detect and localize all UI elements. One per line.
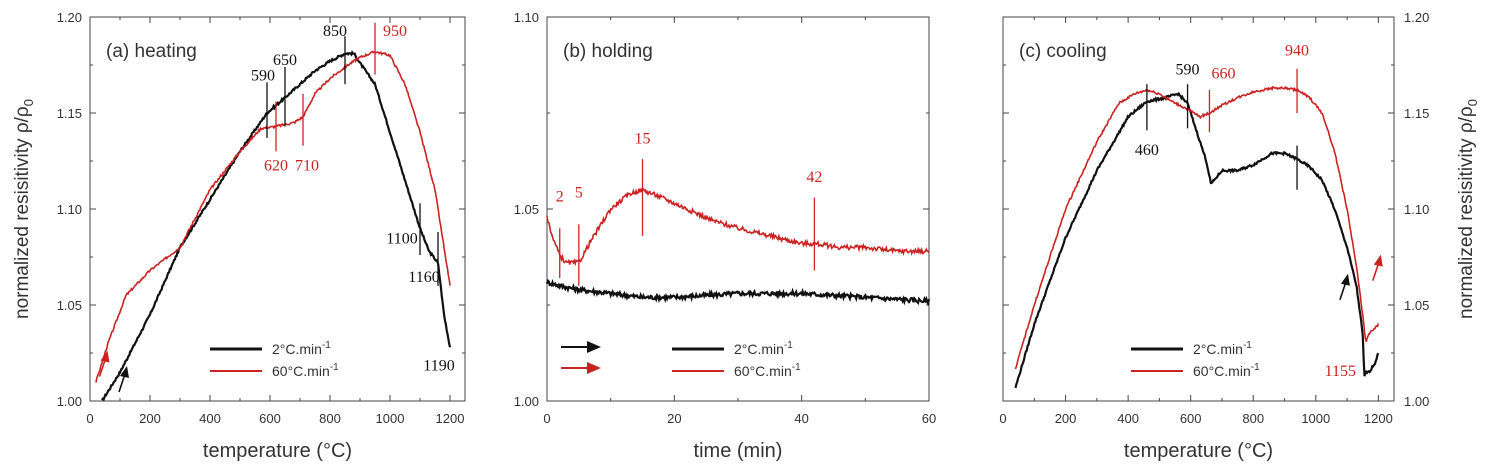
annotation-label: 5 (574, 184, 583, 202)
annotation-label: 660 (1211, 65, 1236, 83)
x-tick-label: 40 (794, 411, 809, 426)
legend-label-superscript: -1 (329, 362, 339, 373)
y-tick-label: 1.00 (1404, 394, 1430, 409)
y-tick-label: 1.10 (56, 202, 82, 217)
y-tick-label: 1.00 (513, 394, 539, 409)
x-tick-label: 0 (543, 411, 551, 426)
legend-label: $60^\circ C.\min^{-1}$ (1193, 362, 1260, 379)
x-tick-label: 0 (86, 411, 94, 426)
arrow-head (1374, 255, 1383, 267)
y-axis-label: normalized resisitivity $\rho/\rho_0$ (12, 99, 36, 319)
arrow-head (587, 341, 601, 353)
annotation-label: 620 (264, 157, 288, 175)
series-line-red (96, 52, 450, 383)
legend-label: $2^\circ C.\min^{-1}$ (1193, 340, 1252, 357)
x-tick-label: 1200 (1363, 411, 1393, 426)
x-tick-label: 600 (259, 411, 281, 426)
y-tick-label: 1.20 (56, 10, 82, 25)
annotation-label: 950 (383, 23, 407, 41)
x-tick-label: 1000 (1301, 411, 1331, 426)
panel-label: (c) cooling (1019, 41, 1107, 62)
legend-label: $2^\circ C.\min^{-1}$ (272, 340, 331, 357)
annotation-label: 850 (323, 23, 347, 41)
panel-label: (b) holding (563, 41, 653, 62)
annotation-label: 460 (1134, 142, 1159, 160)
panel-label: (a) heating (106, 41, 197, 62)
arrow-head (587, 362, 601, 374)
annotation-label: 590 (1175, 61, 1200, 79)
x-tick-label: 200 (1054, 411, 1077, 426)
x-tick-label: 20 (667, 411, 682, 426)
legend-label: $2^\circ C.\min^{-1}$ (734, 340, 793, 357)
y-tick-label: 1.05 (1404, 298, 1430, 313)
legend-label-superscript: -1 (1250, 362, 1260, 373)
annotation-label: 940 (1285, 42, 1310, 60)
y-tick-label: 1.15 (56, 106, 82, 121)
y-tick-label: 1.00 (56, 394, 82, 409)
panel-b-holding (514, 10, 937, 462)
legend-label: $60^\circ C.\min^{-1}$ (272, 362, 339, 379)
legend-label-superscript: -1 (783, 340, 793, 351)
x-axis-label: temperature (°C) (1123, 440, 1274, 462)
y-tick-label: 1.10 (513, 10, 539, 25)
annotation-label: 590 (251, 67, 275, 85)
annotation-label: 710 (295, 157, 319, 175)
y-tick-label: 1.20 (1404, 10, 1430, 25)
x-tick-label: 1000 (375, 411, 405, 426)
x-axis-label: temperature (°C) (202, 440, 353, 462)
y-axis-label-subscript: 0 (1465, 99, 1480, 107)
y-tick-label: 1.10 (1404, 202, 1430, 217)
arrow-head (1341, 274, 1350, 286)
x-tick-label: 400 (199, 411, 221, 426)
x-axis-label: time (min) (693, 440, 783, 462)
x-tick-label: 1200 (435, 411, 465, 426)
x-tick-label: 400 (1117, 411, 1139, 426)
legend-label-superscript: -1 (1242, 340, 1252, 351)
y-tick-label: 1.05 (56, 298, 82, 313)
annotation-label: 1100 (386, 230, 418, 248)
y-tick-label: 1.15 (1404, 106, 1430, 121)
x-tick-label: 600 (1179, 411, 1202, 426)
y-axis-label: normalized resisitivity $\rho/\rho_0$ (1456, 99, 1480, 319)
legend-label-superscript: -1 (791, 362, 801, 373)
series-line-black (547, 281, 929, 304)
x-tick-label: 800 (1242, 411, 1265, 426)
annotation-label: 15 (634, 130, 651, 148)
series-line-red (547, 188, 929, 265)
x-tick-label: 0 (999, 411, 1007, 426)
annotation-label: 650 (273, 52, 297, 69)
annotation-label: 1155 (1324, 363, 1356, 381)
x-tick-label: 60 (921, 411, 937, 426)
annotation-label: 42 (806, 169, 823, 187)
annotation-label: 1160 (408, 268, 440, 286)
panel-c-cooling (999, 10, 1480, 462)
annotation-label: 1190 (423, 357, 455, 375)
legend-label-superscript: -1 (321, 340, 331, 351)
y-tick-label: 1.05 (513, 202, 539, 217)
legend-label: $60^\circ C.\min^{-1}$ (734, 362, 801, 379)
annotation-label: 2 (555, 188, 564, 206)
y-axis-label-subscript: 0 (21, 99, 36, 107)
x-tick-label: 200 (139, 411, 161, 426)
panel-a-heating (12, 10, 465, 462)
x-tick-label: 800 (319, 411, 341, 426)
